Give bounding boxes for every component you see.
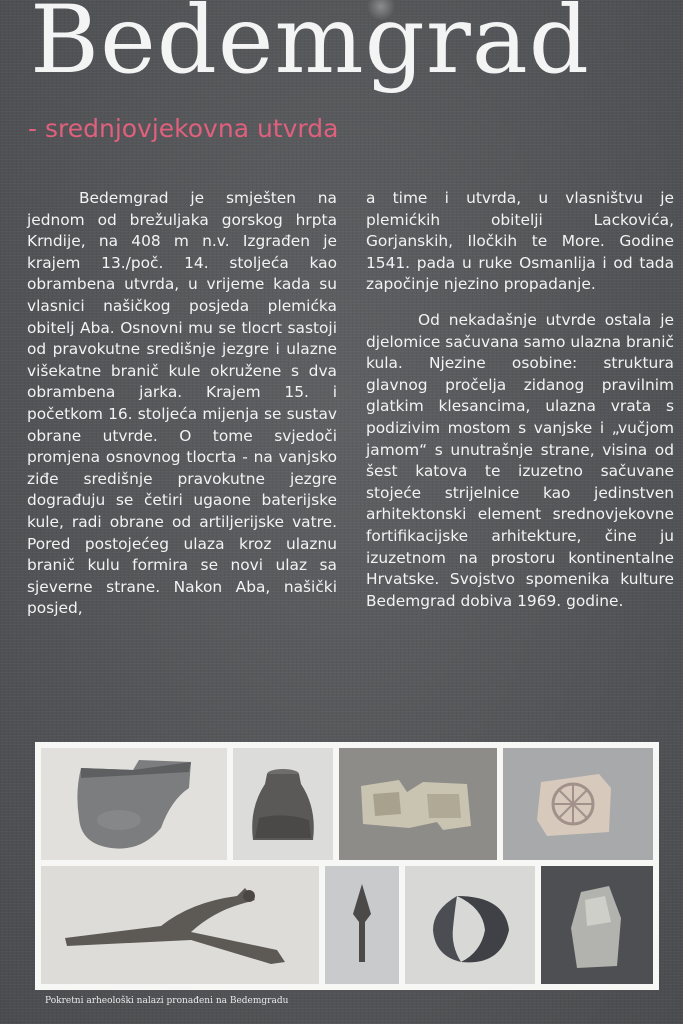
iron-spur-photo (41, 866, 319, 984)
stone-chunk-photo (541, 866, 653, 984)
text-column-left (27, 188, 337, 620)
gallery-caption: Pokretni arheološki nalazi pronađeni na Bedemgradu (45, 996, 289, 1006)
ceramic-fragment-photo (41, 748, 227, 860)
page-subtitle: - srednjovjekovna utvrda (28, 114, 339, 143)
arrowhead-photo (325, 866, 399, 984)
history-paragraph: Bedemgrad je smješten na jednom od brežuljaka gorskog hrpta Krndije, na 408 m n.v. Izgrađen je krajem 13./poč. 14. stoljeća kao obrambena utvrda, u vrijeme kada su vlasnici našičkog posjeda plemićka obitelj Aba. Osnovni mu se tlocrt sastoji od pravokutne središnje jezgre i ulazne višekatne branič kule okružene s dva obrambena jarka. Krajem 15. i početkom 16. stoljeća mijenja se sustav obrane utvrde. O tome svjedoči promjena osnovnog tlocrta - na vanjsko ziđe središnje pravokutne jezgre dograđuju se četiri ugaone baterijske kule, radi obrane od artiljerijske vatre. Pored postojećeg ulaza kroz ulaznu branič kulu formira se novi ulaz sa sjeverne strane. Nakon Aba, našički posjed, (27, 189, 337, 618)
history-paragraph-continuation: a time i utvrda, u vlasništvu je plemićkih obitelji Lackovića, Gorjanskih, Iločkih te More. Godine 1541. pada u ruke Osmanlija i od tada započinje njezino propadanje. (366, 189, 674, 294)
ceramic-pot-photo (233, 748, 333, 860)
stone-relief-fragment-photo (339, 748, 497, 860)
rosette-stone-photo (503, 748, 653, 860)
text-column-right (366, 188, 674, 612)
artifact-gallery (35, 742, 659, 990)
page-title: Bedemgrad (30, 0, 590, 95)
iron-crescent-photo (405, 866, 535, 984)
remains-paragraph: Od nekadašnje utvrde ostala je djelomice sačuvana samo ulazna branič kula. Njezine osobine: struktura glavnog pročelja zidanog pravilnim glatkim klesancima, ulazna vrata s podizivim mostom s vanjske i „vučjom jamom“ s unutrašnje strane, visina od šest katova te izuzetno sačuvane stojeće strijelnice kao jedinstven arhitektonski element srednovjekovne fortifikacijske arhitekture, čine ju izuzetnom na prostoru kontinentalne Hrvatske. Svojstvo spomenika kulture Bedemgrad dobiva 1969. godine. (366, 310, 674, 610)
